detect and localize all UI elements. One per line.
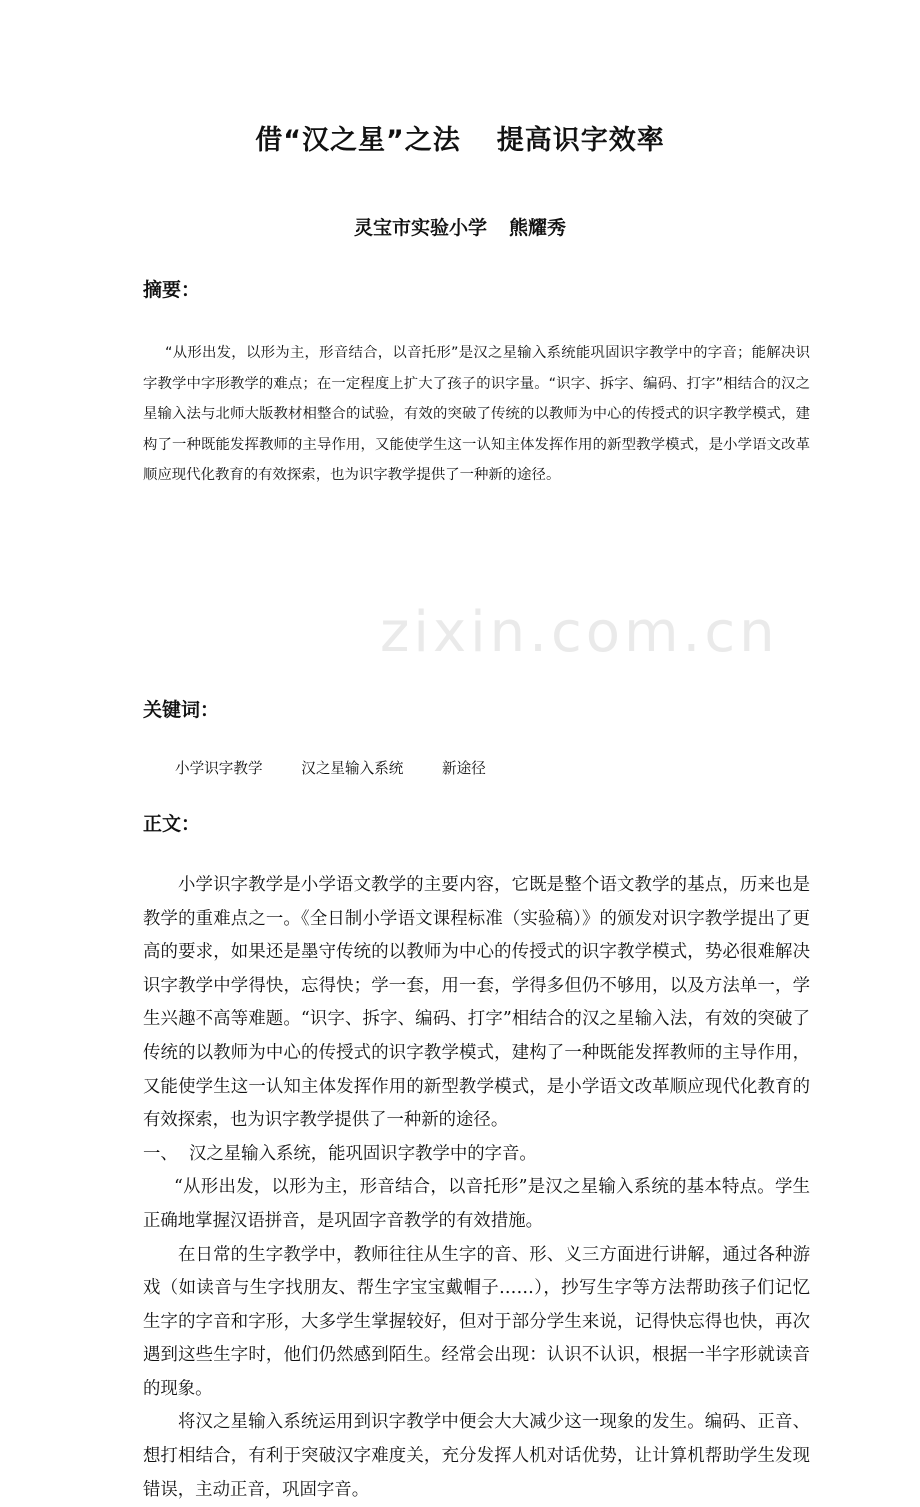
section-number: 一、	[143, 1143, 178, 1164]
keywords-list	[175, 757, 920, 778]
keywords-heading: 关键词：	[143, 698, 220, 721]
document-title	[0, 118, 920, 157]
body-heading: 正文：	[143, 812, 201, 835]
section-heading	[143, 1138, 810, 1172]
keyword-item: 汉之星输入系统	[301, 759, 404, 777]
keyword-item: 新途径	[442, 759, 486, 777]
title-part-1: 借“汉之星”之法	[255, 125, 461, 156]
body-text	[143, 869, 810, 1507]
abstract-heading: 摘要：	[143, 279, 201, 301]
body-paragraph: 将汉之星输入系统运用到识字教学中便会大大减少这一现象的发生。编码、正音、想打相结合，有利于突破汉字难度关，充分发挥人机对话优势，让计算机帮助学生发现错误，主动正音，巩固字音。	[143, 1412, 810, 1500]
author-line	[0, 213, 920, 240]
watermark: zixin.com.cn	[380, 600, 779, 665]
author-name: 熊耀秀	[509, 217, 567, 239]
title-part-2: 提高识字效率	[496, 125, 665, 156]
abstract-section	[143, 338, 810, 491]
author-school: 灵宝市实验小学	[353, 217, 487, 239]
abstract-text: “从形出发，以形为主，形音结合，以音托形”是汉之星输入系统能巩固识字教学中的字音；能解决识字教学中字形教学的难点；在一定程度上扩大了孩子的识字量。“识字、拆字、编码、打字”相结合的汉之星输入法与北师大版教材相整合的试验，有效的突破了传统的以教师为中心的传授式的识字教学模式，建构了一种既能发挥教师的主导作用，又能使学生这一认知主体发挥作用的新型教学模式，是小学语文改革顺应现代化教育的有效探索，也为识字教学提供了一种新的途径。	[143, 345, 810, 484]
body-paragraph: “从形出发，以形为主，形音结合，以音托形”是汉之星输入系统的基本特点。学生正确地掌握汉语拼音，是巩固字音教学的有效措施。	[143, 1177, 810, 1231]
body-paragraph: 小学识字教学是小学语文教学的主要内容，它既是整个语文教学的基点，历来也是教学的重难点之一。《全日制小学语文课程标准（实验稿）》的颁发对识字教学提出了更高的要求，如果还是墨守传统的以教师为中心的传授式的识字教学模式，势必很难解决识字教学中学得快，忘得快；学一套，用一套，学得多但仍不够用，以及方法单一，学生兴趣不高等难题。“识字、拆字、编码、打字”相结合的汉之星输入法，有效的突破了传统的以教师为中心的传授式的识字教学模式，建构了一种既能发挥教师的主导作用，又能使学生这一认知主体发挥作用的新型教学模式，是小学语文改革顺应现代化教育的有效探索，也为识字教学提供了一种新的途径。	[143, 874, 810, 1131]
section-title: 汉之星输入系统，能巩固识字教学中的字音。	[189, 1143, 537, 1164]
body-paragraph: 在日常的生字教学中，教师往往从生字的音、形、义三方面进行讲解，通过各种游戏（如读音与生字找朋友、帮生字宝宝戴帽子……），抄写生字等方法帮助孩子们记忆生字的字音和字形，大多学生掌握较好，但对于部分学生来说，记得快忘得也快，再次遇到这些生字时，他们仍然感到陌生。经常会出现：认识不认识，根据一半字形就读音的现象。	[143, 1244, 810, 1399]
keyword-item: 小学识字教学	[175, 759, 263, 777]
